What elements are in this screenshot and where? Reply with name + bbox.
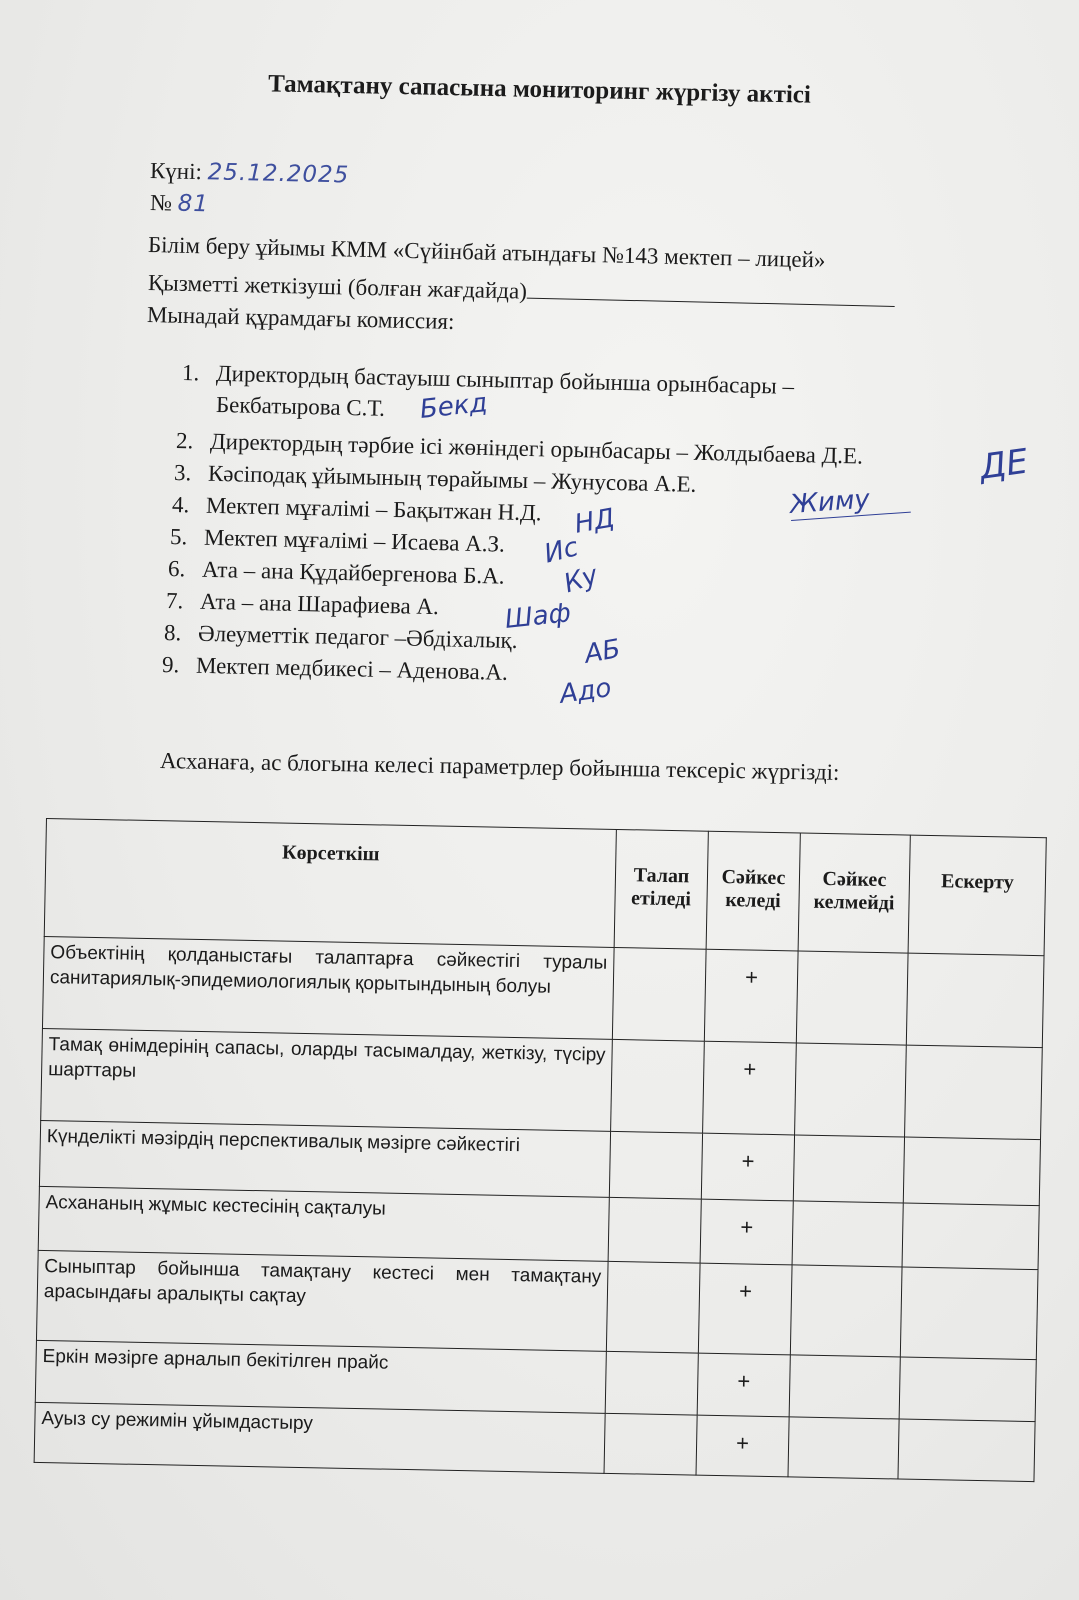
date-value: 25.12.2025: [207, 159, 350, 189]
row-matches: +: [696, 1415, 789, 1477]
row-criterion: Тамақ өнімдерінің сапасы, оларды тасымалдау, жеткізу, түсіру шарттары: [41, 1028, 613, 1131]
commission-member-6: 6. Ата – ана Құдайбергенова Б.А.: [167, 556, 505, 589]
row-matches: +: [697, 1353, 790, 1417]
date-label: Күні:: [149, 158, 203, 185]
commission-heading: Мынадай құрамдағы комиссия:: [146, 302, 455, 334]
row-not-matches: [788, 1417, 899, 1479]
row-note: [903, 1137, 1040, 1206]
row-required: [606, 1261, 700, 1353]
row-not-matches: [796, 951, 908, 1045]
header-matches: Сәйкес келеді: [706, 831, 800, 951]
row-matches: +: [704, 949, 798, 1043]
signature-5: Ис: [541, 532, 582, 570]
row-note: [898, 1419, 1035, 1482]
header-indicator: Көрсеткіш: [44, 819, 616, 948]
row-required: [609, 1131, 702, 1199]
supplier-label: Қызметті жеткізуші (болған жағдайда): [147, 270, 528, 304]
row-matches: +: [703, 1041, 797, 1135]
row-required: [612, 947, 706, 1041]
date-line: [150, 158, 350, 189]
commission-member-1: 1. Директордың бастауыш сыныптар бойынша орынбасары –: [181, 360, 795, 399]
row-required: [611, 1039, 705, 1133]
header-not-matches: Сәйкес келмейді: [798, 833, 910, 953]
header-note: Ескерту: [908, 835, 1046, 956]
row-criterion: Асхананың жұмыс кестесінің сақталуы: [38, 1186, 609, 1261]
organization-line: Білім беру ұйымы КММ «Сүйінбай атындағы №143 мектеп – лицей»: [147, 232, 826, 273]
row-required: [604, 1413, 697, 1475]
row-matches: +: [698, 1263, 792, 1355]
row-note: [906, 953, 1044, 1048]
signature-3: Жиму: [789, 482, 911, 520]
commission-member-2: 2. Директордың тәрбие ісі жөніндегі орынбасары – Жолдыбаева Д.Е.: [175, 428, 864, 469]
number-label: №: [149, 190, 173, 216]
inspection-table-wrap: [33, 818, 1046, 1517]
row-note: [905, 1045, 1043, 1140]
commission-member-1-name: Бекбатырова С.Т.: [215, 392, 386, 421]
row-matches: +: [701, 1133, 794, 1201]
number-line: [150, 190, 210, 217]
signature-2: ДЕ: [977, 441, 1031, 488]
inspection-table: [34, 818, 1047, 1482]
row-not-matches: [793, 1135, 904, 1203]
row-note: [900, 1267, 1038, 1360]
row-criterion: Сыныптар бойынша тамақтану кестесі мен тамақтану арасындағы аралықты сақтау: [36, 1250, 608, 1351]
row-criterion: Еркін мәзірге арналып бекітілген прайс: [35, 1340, 606, 1413]
commission-member-8: 8. Әлеуметтік педагог –Әбдіхалық.: [163, 620, 518, 654]
signature-1: Бекд: [418, 388, 489, 425]
signature-7: Шаф: [503, 598, 573, 635]
row-required: [608, 1197, 701, 1263]
row-not-matches: [789, 1355, 900, 1419]
row-not-matches: [795, 1043, 907, 1137]
signature-4: НД: [572, 503, 617, 540]
commission-member-7: 7. Ата – ана Шарафиева А.: [165, 588, 440, 620]
row-required: [605, 1351, 698, 1415]
document-title: Тамақтану сапасына мониторинг жүргізу актісі: [267, 70, 812, 109]
signature-8: АБ: [582, 634, 623, 670]
table-header-row: [44, 819, 1046, 956]
row-not-matches: [792, 1201, 903, 1267]
row-note: [899, 1357, 1036, 1422]
signature-6: Ку: [560, 560, 602, 600]
inspection-intro: Асханаға, ас блогына келесі параметрлер бойынша тексеріс жүргізді:: [159, 748, 840, 785]
commission-member-3: 3. Кәсіподақ ұйымының төрайымы – Жунусова А.Е.: [173, 460, 697, 497]
row-criterion: Күнделікті мәзірдің перспективалық мәзірге сәйкестігі: [39, 1120, 610, 1197]
row-matches: +: [700, 1199, 793, 1265]
number-value: 81: [177, 190, 210, 218]
row-criterion: Объектінің қолданыстағы талаптарға сәйкестігі туралы санитариялық-эпидемиологиялық қорытындының болуы: [42, 936, 614, 1039]
signature-9: Адо: [557, 672, 614, 710]
commission-member-5: 5. Мектеп мұғалімі – Исаева А.З.: [169, 524, 506, 557]
row-not-matches: [790, 1265, 902, 1357]
commission-member-4: 4. Мектеп мұғалімі – Бақытжан Н.Д.: [171, 492, 542, 526]
row-note: [902, 1203, 1039, 1270]
commission-member-9: 9. Мектеп медбикесі – Аденова.А.: [161, 652, 509, 685]
row-criterion: Ауыз су режимін ұйымдастыру: [34, 1402, 605, 1473]
header-required: Талап етіледі: [614, 829, 708, 949]
